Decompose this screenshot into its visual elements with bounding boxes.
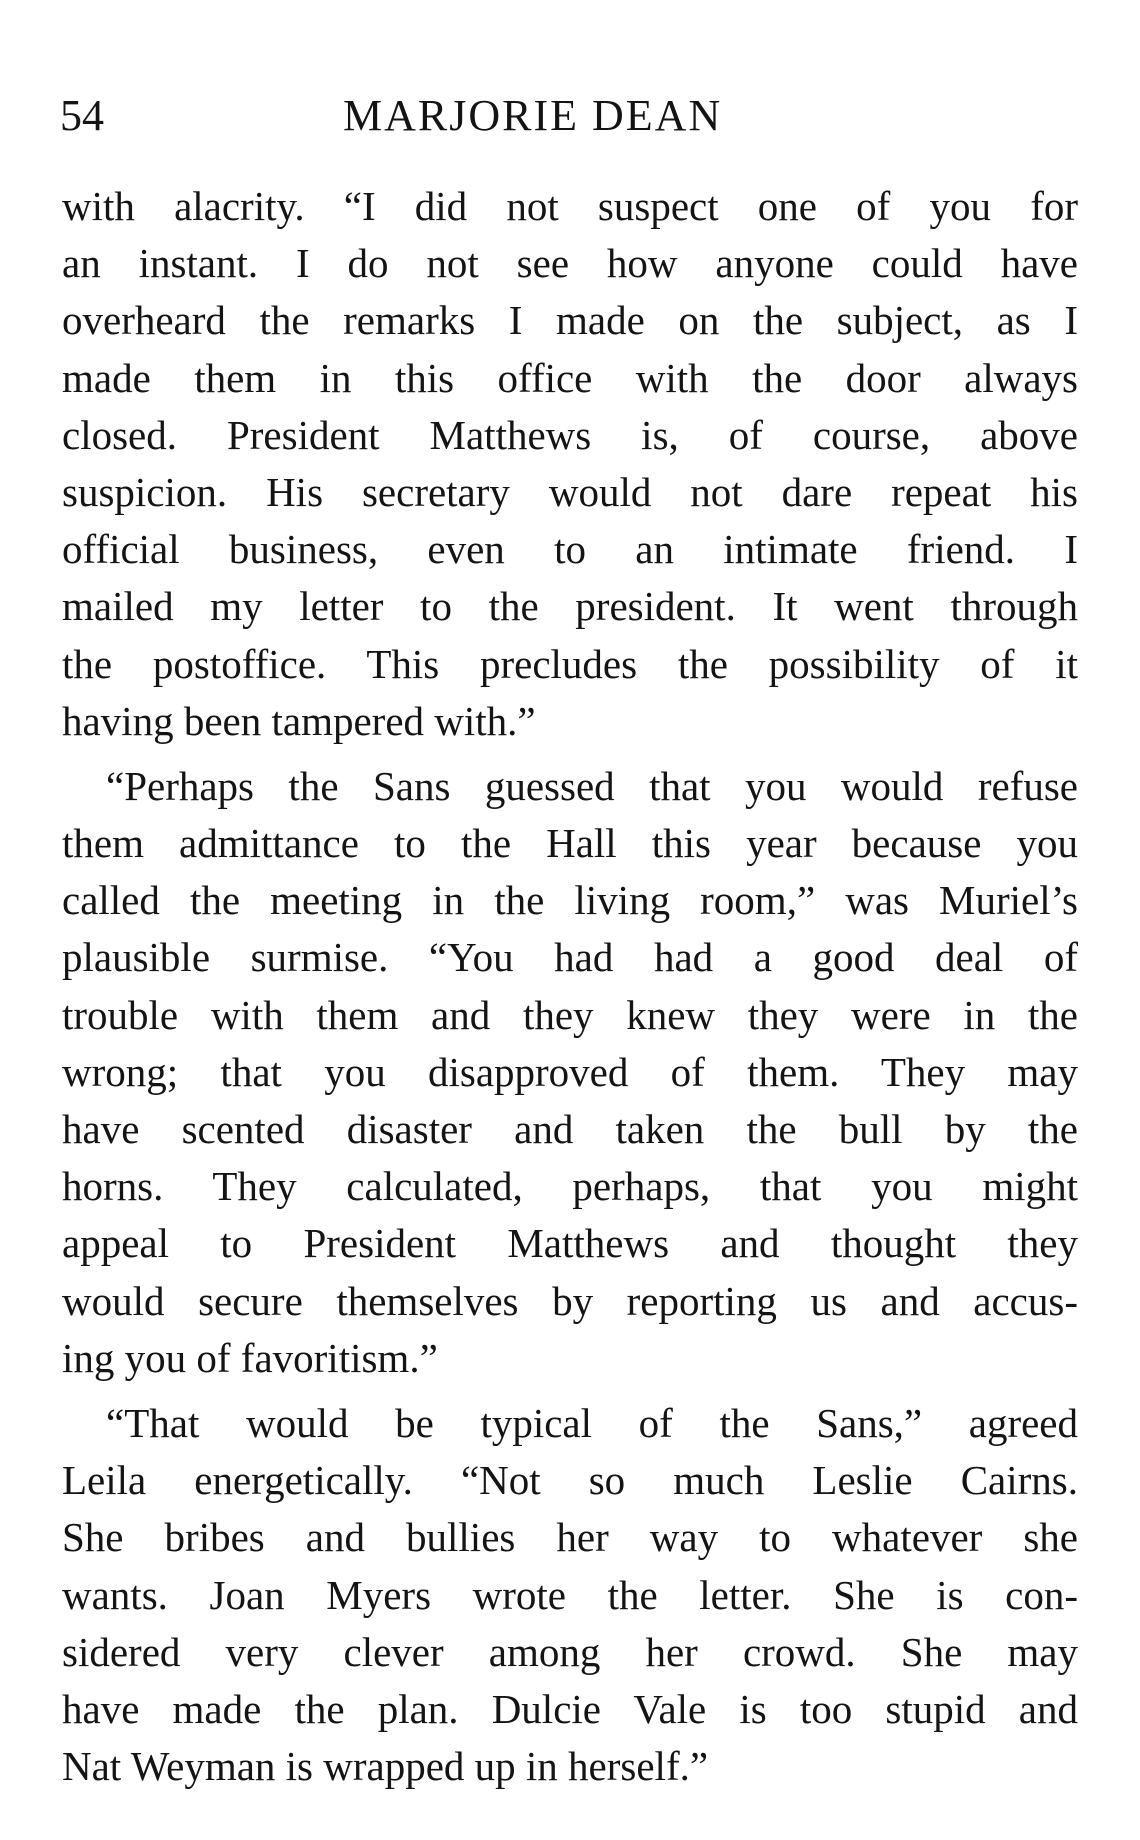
text-line: closed. President Matthews is, of course, above bbox=[62, 411, 1078, 458]
page-number: 54 bbox=[60, 91, 104, 140]
text-line: an instant. I do not see how anyone could have bbox=[62, 240, 1078, 287]
text-line: official business, even to an intimate friend. I bbox=[62, 526, 1078, 573]
text-line: “Perhaps the Sans guessed that you would refuse bbox=[106, 762, 1078, 809]
text-line: plausible surmise. “You had had a good deal of bbox=[62, 934, 1078, 981]
text-line: with alacrity. “I did not suspect one of you for bbox=[62, 183, 1078, 229]
text-line: the postoffice. This precludes the possibility of it bbox=[62, 640, 1078, 687]
text-line: horns. They calculated, perhaps, that you might bbox=[62, 1163, 1078, 1210]
text-line: Leila energetically. “Not so much Leslie Cairns. bbox=[62, 1457, 1078, 1504]
paragraph bbox=[62, 178, 1078, 750]
text-line: them admittance to the Hall this year because you bbox=[62, 820, 1078, 867]
text-line: wrong; that you disapproved of them. They may bbox=[62, 1048, 1078, 1095]
text-line: suspicion. His secretary would not dare repeat his bbox=[62, 468, 1078, 515]
text-line: Nat Weyman is wrapped up in herself.” bbox=[62, 1743, 709, 1790]
text-line: sidered very clever among her crowd. She may bbox=[62, 1628, 1078, 1675]
text-line: have scented disaster and taken the bull by the bbox=[62, 1106, 1078, 1152]
body-text bbox=[62, 178, 1078, 1795]
text-line: appeal to President Matthews and thought they bbox=[62, 1220, 1078, 1267]
text-line: have made the plan. Dulcie Vale is too stupid and bbox=[62, 1685, 1078, 1732]
paragraph bbox=[62, 758, 1078, 1387]
paragraph-gap bbox=[62, 750, 1078, 758]
text-line: made them in this office with the door always bbox=[62, 354, 1078, 401]
text-line: having been tampered with.” bbox=[62, 697, 536, 744]
text-line: overheard the remarks I made on the subject, as I bbox=[62, 297, 1078, 344]
text-line: would secure themselves by reporting us and accus- bbox=[62, 1277, 1078, 1324]
running-title: MARJORIE DEAN bbox=[343, 91, 723, 140]
running-head bbox=[60, 86, 1080, 146]
text-line: mailed my letter to the president. It went through bbox=[62, 583, 1078, 630]
paragraph bbox=[62, 1395, 1078, 1795]
text-line: wants. Joan Myers wrote the letter. She is con- bbox=[62, 1571, 1078, 1618]
text-line: called the meeting in the living room,” was Muriel’s bbox=[62, 877, 1078, 924]
text-line: trouble with them and they knew they were in the bbox=[62, 991, 1078, 1038]
paragraph-gap bbox=[62, 1387, 1078, 1395]
text-line: “That would be typical of the Sans,” agreed bbox=[106, 1399, 1078, 1446]
text-line: She bribes and bullies her way to whatever she bbox=[62, 1514, 1078, 1561]
text-line: ing you of favoritism.” bbox=[62, 1334, 438, 1381]
